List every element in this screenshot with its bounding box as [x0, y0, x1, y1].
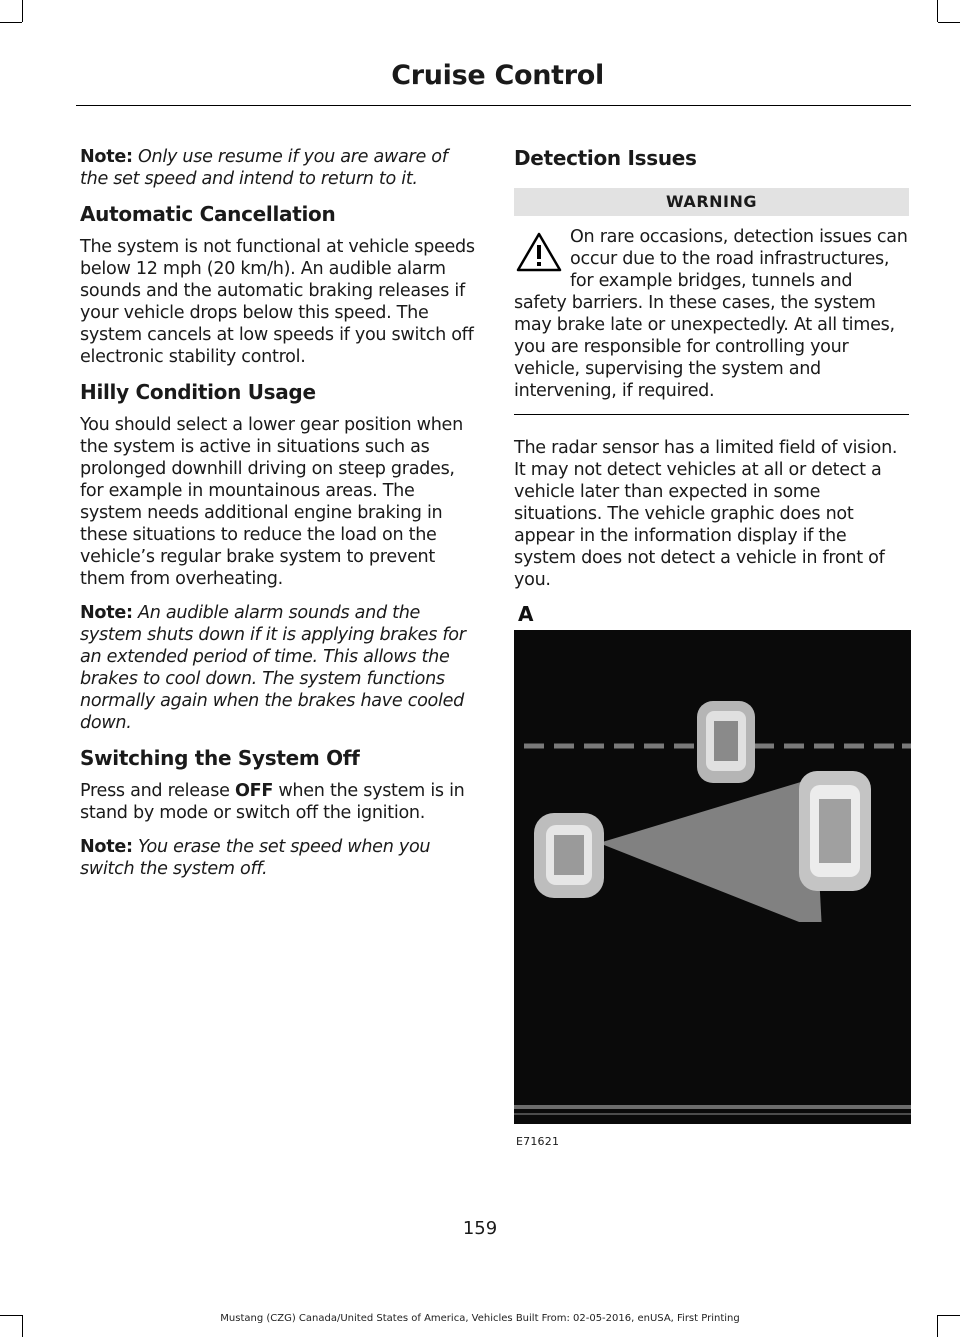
- note-resume: [80, 146, 475, 190]
- paragraph-hilly-condition: You should select a lower gear position when the system is active in situations such as prolonged downhill driving on steep grades, for example in mountainous areas. The system needs additional engine braking in these situations to reduce the load on the vehicle’s regular brake system to prevent them from overheating.: [80, 415, 463, 589]
- note-label: Note:: [80, 603, 133, 623]
- paragraph-automatic-cancellation: The system is not functional at vehicle speeds below 12 mph (20 km/h). An audible alarm sounds and the automatic braking releases if your vehicle drops below this speed. The system cancels at low speeds if you switch off electronic stability control.: [80, 237, 475, 367]
- paragraph-radar-sensor: The radar sensor has a limited field of vision. It may not detect vehicles at all or detect a vehicle later than expected in some situations. The vehicle graphic does not appear in the information display if the system does not detect a vehicle in front of you.: [514, 438, 898, 590]
- off-key-label: OFF: [234, 781, 274, 801]
- note-erase: [80, 836, 475, 880]
- note-text: Only use resume if you are aware of the set speed and intend to return to it.: [80, 147, 448, 189]
- figure-label-a: A: [518, 602, 534, 626]
- note-label: Note:: [80, 147, 133, 167]
- warning-rule: [514, 414, 909, 415]
- heading-automatic-cancellation: Automatic Cancellation: [80, 202, 336, 226]
- warning-triangle-icon: [514, 228, 564, 276]
- heading-hilly-condition: Hilly Condition Usage: [80, 380, 316, 404]
- paragraph-text: Press and release: [80, 781, 230, 801]
- note-text: An audible alarm sounds and the system shuts down if it is applying brakes for an extended period of time. This allows the brakes to cool down. The system functions normally again when the brakes have cooled down.: [80, 603, 466, 733]
- footer-text: Mustang (CZG) Canada/United States of America, Vehicles Built From: 02-05-2016, enUSA, First Printing: [220, 1313, 740, 1324]
- right-column: [514, 146, 909, 1148]
- page-title: Cruise Control: [391, 60, 604, 91]
- lead-vehicle-graphic: [697, 701, 755, 783]
- detected-vehicle-graphic: [799, 771, 871, 891]
- heading-switching-off: Switching the System Off: [80, 746, 360, 770]
- paragraph-switching-off: [80, 780, 475, 824]
- note-alarm: [80, 602, 475, 734]
- heading-detection-issues: Detection Issues: [514, 146, 697, 170]
- crop-mark: [0, 22, 22, 23]
- radar-illustration: [514, 602, 911, 1148]
- note-label: Note:: [80, 837, 133, 857]
- warning-body: [514, 226, 909, 402]
- crop-mark: [938, 22, 960, 23]
- radar-scene-graphic: [514, 613, 911, 1131]
- crop-mark: [22, 0, 23, 22]
- paragraph-text: when the system is in stand by mode or switch off the ignition.: [80, 781, 465, 823]
- figure-code: E71621: [516, 1135, 560, 1148]
- note-text: You erase the set speed when you switch the system off.: [80, 837, 431, 879]
- own-vehicle-graphic: [534, 813, 604, 898]
- header-rule: [76, 105, 911, 106]
- warning-banner: WARNING: [514, 188, 909, 216]
- left-column: [80, 146, 475, 892]
- warning-text: On rare occasions, detection issues can occur due to the road infrastructures, for example bridges, tunnels and safety barriers. In these cases, the system may brake late or unexpectedly. At all times, you are responsible for controlling your vehicle, supervising the system and intervening, if required.: [514, 227, 908, 401]
- crop-mark: [937, 0, 938, 22]
- page-number: 159: [462, 1218, 498, 1239]
